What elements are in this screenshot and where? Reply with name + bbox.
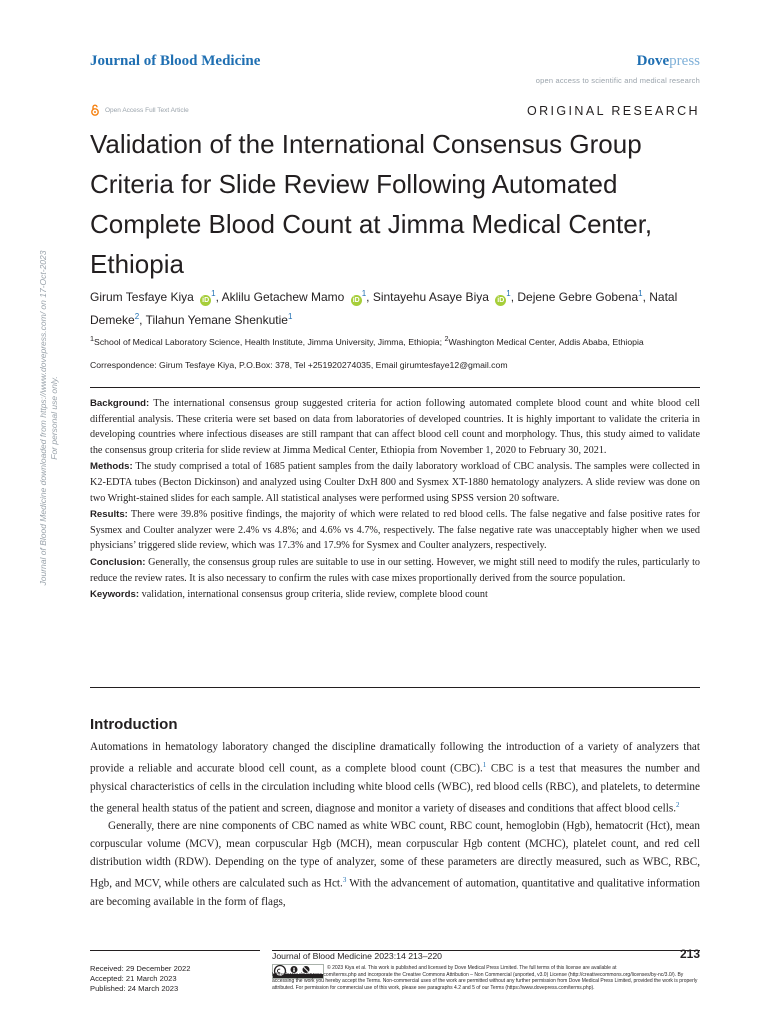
abstract-text: Generally, the consensus group rules are suitable to use in our setting. However, we might still need to modify the rules, particularly to reduce the review rates. It is also necessary to confirm the rules with case mixes proportionally derived from the source population. (90, 556, 701, 584)
correspondence: Correspondence: Girum Tesfaye Kiya, P.O.Box: 378, Tel +251920274035, Email girumtesfaye12@gmail.com (90, 360, 508, 370)
paragraph-text: Automations in hematology laboratory changed the discipline dramatically following the introduction of a variety of analyzers that provide a reliable and accurate blood cell count, as a complete blood count (CBC). (90, 741, 700, 775)
abstract-text: The study comprised a total of 1685 patient samples from the daily laboratory workload of CBC analysis. The samples were collected in K2-EDTA tubes (Becton Dickinson) and analyzed using Coulter DxH 800 and Sysmex XT-1880 hematology analyzers. A slide review was done on two Wright-stained slides for each sample. All statistical analyses were performed using SPSS version 20 software. (90, 461, 700, 504)
orcid-icon[interactable]: iD (352, 297, 360, 304)
license-text: © 2023 Kiya et al. This work is published and licensed by Dove Medical Press Limited. The full terms of this license are available at https://www.dovepress.com/terms.php and incorporate the Creative Commons Attribution – Non Commercial (unported, v3.0) License (http://creativecommons.org/licenses/by-nc/3.0/). By accessing the work you hereby accept the Terms. Non-commercial uses of the work are permitted without any further permission from Dove Medical Press Limited, provided the work is properly attributed. For permission for commercial use of this work, please see paragraphs 4.2 and 5 of our Terms (https://www.dovepress.com/terms.php). (272, 965, 698, 991)
watermark-line-1: Journal of Blood Medicine downloaded from https://www.dovepress.com/ on 17-Oct-2023 (38, 250, 48, 586)
watermark-line-2: For personal use only. (49, 376, 59, 460)
author-list: Girum Tesfaye Kiya iD$^1$, Aklilu Getachew Mamo iD$^1$, Sintayehu Asaye Biya iD$^1$, Dejene Gebre Gobena$^1$, Natal Demeke$^2$, Tilahun Yemane Shenkutie$^1$ (90, 289, 678, 327)
author-name[interactable]: Girum Tesfaye Kiya (90, 290, 194, 304)
paragraph-text: CBC is a test that measures the number and physical characteristics of cells in the circulation including white blood cells (WBC), red blood cells (RBC), and platelets, to determine the general health status of the patient and screen, diagnose and monitor a variety of diseases and conditions that affect blood cells. (90, 762, 700, 815)
open-access-row (90, 104, 189, 116)
abstract-text: The international consensus group suggested criteria for action following automated complete blood count and white blood cell differential analysis. These criteria were set based on data from laboratories of developed countries. It is highly important to validate the criteria in developing countries where infectious diseases are still rampant that can affect blood cell count and morphology. Thus, this study aimed to validate the consensus group criteria for slide review at Jimma Medical Center, Ethiopia from November 1, 2020 to February 30, 2021. (90, 398, 700, 456)
abstract-text: There were 39.8% positive findings, the majority of which were related to red blood cells. The false negative and false positive rates for Sysmex and Coulter analyzer were 2.4% vs 4.8%; and 4.6% vs 4.7%, respectively. The false negative rate was unacceptably higher when we used physicians’ triggered slide review, which was 17.3% and 17.9% for Sysmex and Coulter analyzers, respectively. (90, 509, 700, 552)
abstract-label: Background: (90, 398, 150, 409)
keywords-text: validation, international consensus group criteria, slide review, complete blood count (141, 589, 488, 601)
affiliation-ref: 1 (361, 289, 367, 298)
open-access-icon (90, 104, 100, 116)
affiliations (90, 334, 710, 347)
publisher-name: Dove (636, 53, 670, 69)
affiliation-ref: 1 (638, 289, 643, 298)
affiliation-ref: 1 (211, 289, 216, 298)
section-heading-introduction: Introduction (90, 716, 178, 733)
publisher-logo[interactable] (637, 53, 700, 70)
abstract-results (90, 507, 700, 554)
publisher-suffix: press (669, 53, 700, 69)
affiliation-ref: 1 (287, 312, 293, 321)
abstract-label: Results: (90, 509, 128, 521)
abstract-methods (90, 459, 700, 506)
author-name[interactable]: Dejene Gebre Gobena (517, 290, 639, 304)
affiliation-number: 2 (444, 334, 449, 343)
footer-rule-left (90, 950, 260, 951)
accepted-date: Accepted: 21 March 2023 (90, 974, 177, 983)
orcid-icon[interactable]: iD (202, 297, 210, 304)
paragraph (90, 738, 700, 817)
affiliation-ref: 1 (506, 289, 511, 298)
affiliation-2: Washington Medical Center, Addis Ababa, Ethiopia (448, 336, 644, 347)
affiliation-ref: 2 (134, 312, 140, 321)
journal-citation: Journal of Blood Medicine 2023:14 213–220 (272, 951, 443, 961)
abstract-top-rule (90, 387, 700, 388)
author-name[interactable]: Sintayehu Asaye Biya (372, 290, 489, 304)
abstract-conclusion (90, 555, 700, 586)
orcid-icon[interactable]: iD (497, 297, 505, 304)
abstract-bottom-rule (90, 687, 700, 688)
article-dates (90, 964, 190, 994)
citation-link[interactable]: 3 (342, 876, 347, 885)
paragraph (90, 817, 700, 911)
open-access-label: Open Access Full Text Article (105, 106, 189, 114)
affiliation-1: School of Medical Laboratory Science, Health Institute, Jimma University, Jimma, Ethiopia; (94, 336, 443, 347)
abstract-keywords (90, 587, 700, 603)
abstract (90, 396, 700, 604)
received-date: Received: 29 December 2022 (90, 964, 191, 973)
author-name[interactable]: Aklilu Getachew Mamo (221, 290, 345, 304)
affiliation-number: 1 (90, 334, 95, 343)
publisher-tagline: open access to scientific and medical research (535, 76, 700, 85)
article-type: ORIGINAL RESEARCH (526, 104, 700, 118)
introduction-body (90, 738, 700, 911)
download-watermark (38, 208, 60, 628)
paragraph-text: With the advancement of automation, quantitative and qualitative information are becoming available in the form of flags, (90, 878, 701, 909)
abstract-background (90, 396, 700, 458)
abstract-label: Keywords: (90, 589, 140, 601)
author-name[interactable]: Natal Demeke (90, 290, 678, 327)
paragraph-text: Generally, there are nine components of CBC named as white WBC count, RBC count, hemoglobin (Hgb), hematocrit (Hct), mean corpuscular volume (MCV), mean corpuscular Hgb (MCH), mean corpuscular Hgb content (MCHC), platelet count, and red cell distribution width (RDW). Depending on the type of analyzer, some of these parameters are directly measured, such as WBC, RBC, Hgb, and MCV, while others are calculated such as Hct. (90, 820, 700, 891)
published-date: Published: 24 March 2023 (90, 984, 179, 993)
citation-link[interactable]: 2 (676, 800, 680, 809)
citation-link[interactable]: 1 (482, 761, 487, 769)
article-title: Validation of the International Consensus Group Criteria for Slide Review Following Automated Complete Blood Count at Jimma Medical Center, Ethiopia (90, 129, 653, 279)
abstract-label: Methods: (90, 461, 133, 473)
journal-name[interactable]: Journal of Blood Medicine (90, 53, 261, 69)
author-name[interactable]: Tilahun Yemane Shenkutie (145, 313, 288, 327)
abstract-label: Conclusion: (90, 556, 146, 568)
page-number: 213 (679, 947, 700, 961)
